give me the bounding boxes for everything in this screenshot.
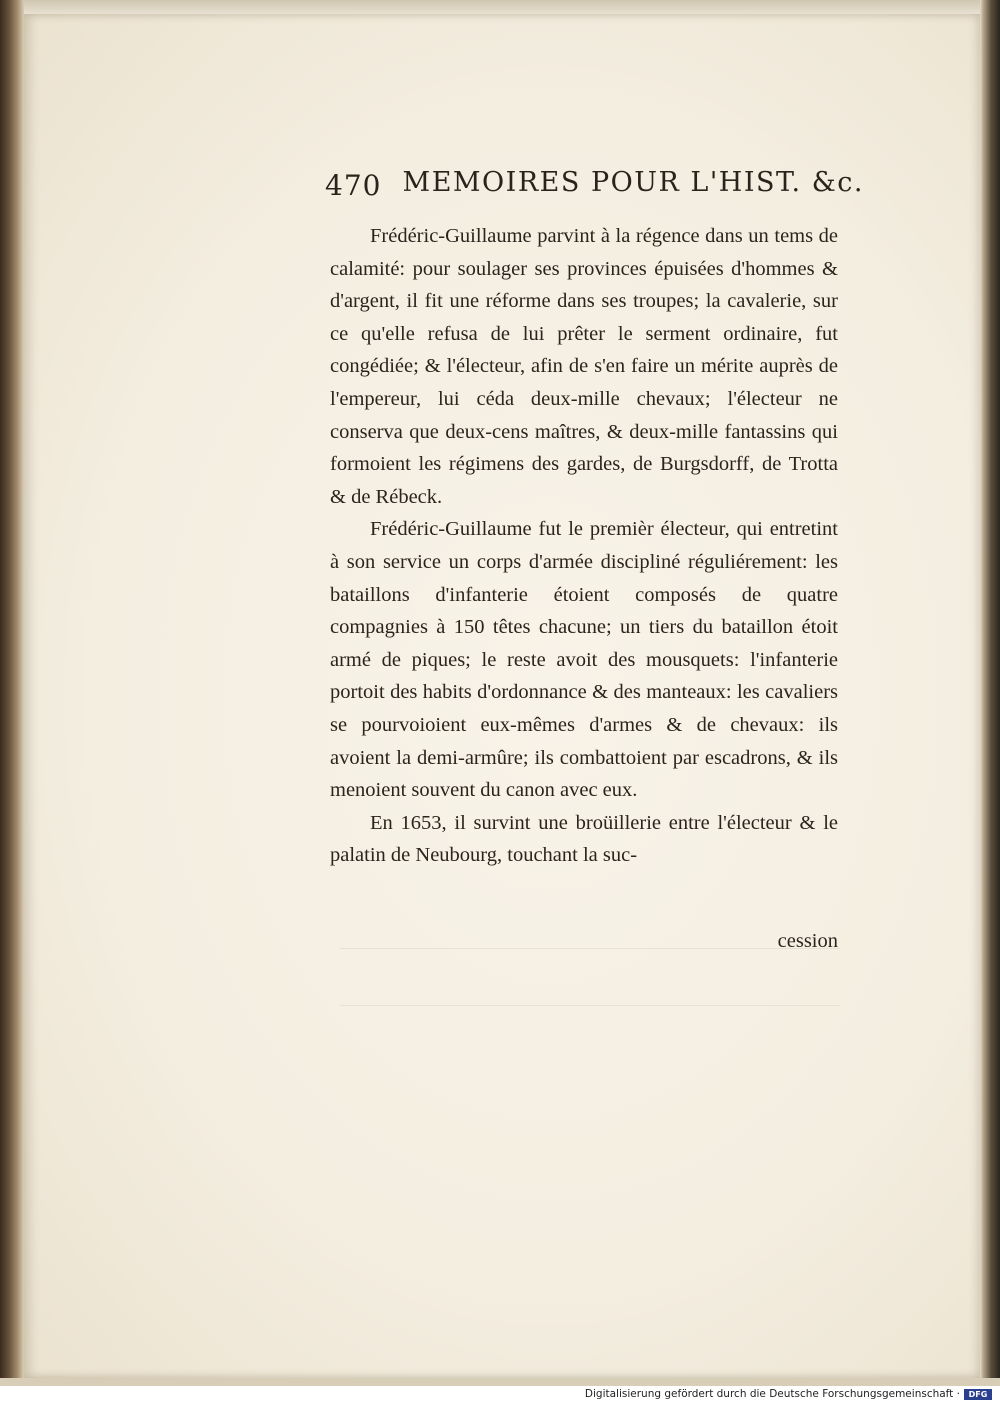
paragraph-2: Frédéric-Guillaume fut le premièr électeur, qui entretint à son service un corps d'armée discipliné réguliérement: les bataillons d'infanterie étoient composés de quatre compagnies à 150 têtes chacune; un tiers du bataillon étoit armé de piques; le reste avoit des mousquets: l'infanterie portoit des habits d'ordonnance & des manteaux: les cavaliers se pourvoioient eux-mêmes d'armes & de chevaux: ils avoient la demi-armûre; ils combattoient par escadrons, & ils menoient souvent du canon avec eux. <box>330 518 838 802</box>
credit-text: Digitalisierung gefördert durch die Deutsche Forschungsgemeinschaft <box>584 1388 954 1400</box>
show-through-shadow <box>340 948 840 1006</box>
left-binding-edge <box>0 0 24 1386</box>
catchword: cession <box>777 930 838 952</box>
scan-top-edge <box>0 0 1000 14</box>
running-title: MEMOIRES POUR L'HIST. &c. <box>402 167 864 198</box>
paragraph-3: En 1653, il survint une broüillerie entre l'électeur & le palatin de Neubourg, touchant la suc- <box>330 811 838 867</box>
dfg-logo-icon: DFG <box>964 1389 992 1400</box>
scan-bottom-edge <box>0 1378 1000 1386</box>
right-book-edge <box>980 0 1000 1386</box>
page-header <box>325 165 864 202</box>
paragraph-1: Frédéric-Guillaume parvint à la régence dans un tems de calamité: pour soulager ses provinces épuisées d'hommes & d'argent, il fit une réforme dans ses troupes; la cavalerie, sur ce qu'elle refusa de lui prêter le serment ordinaire, fut congédiée; & l'électeur, afin de s'en faire un mérite auprès de l'empereur, lui céda deux-mille chevaux; l'électeur ne conserva que deux-cens maîtres, & deux-mille fantassins qui formoient les régimens des gardes, de Burgsdorff, de Trotta & de Rébeck. <box>330 225 838 508</box>
page-number: 470 <box>325 169 382 202</box>
digitization-credit: Digitalisierung gefördert durch die Deutsche Forschungsgemeinschaft · <box>584 1388 960 1400</box>
body-text <box>330 220 838 872</box>
